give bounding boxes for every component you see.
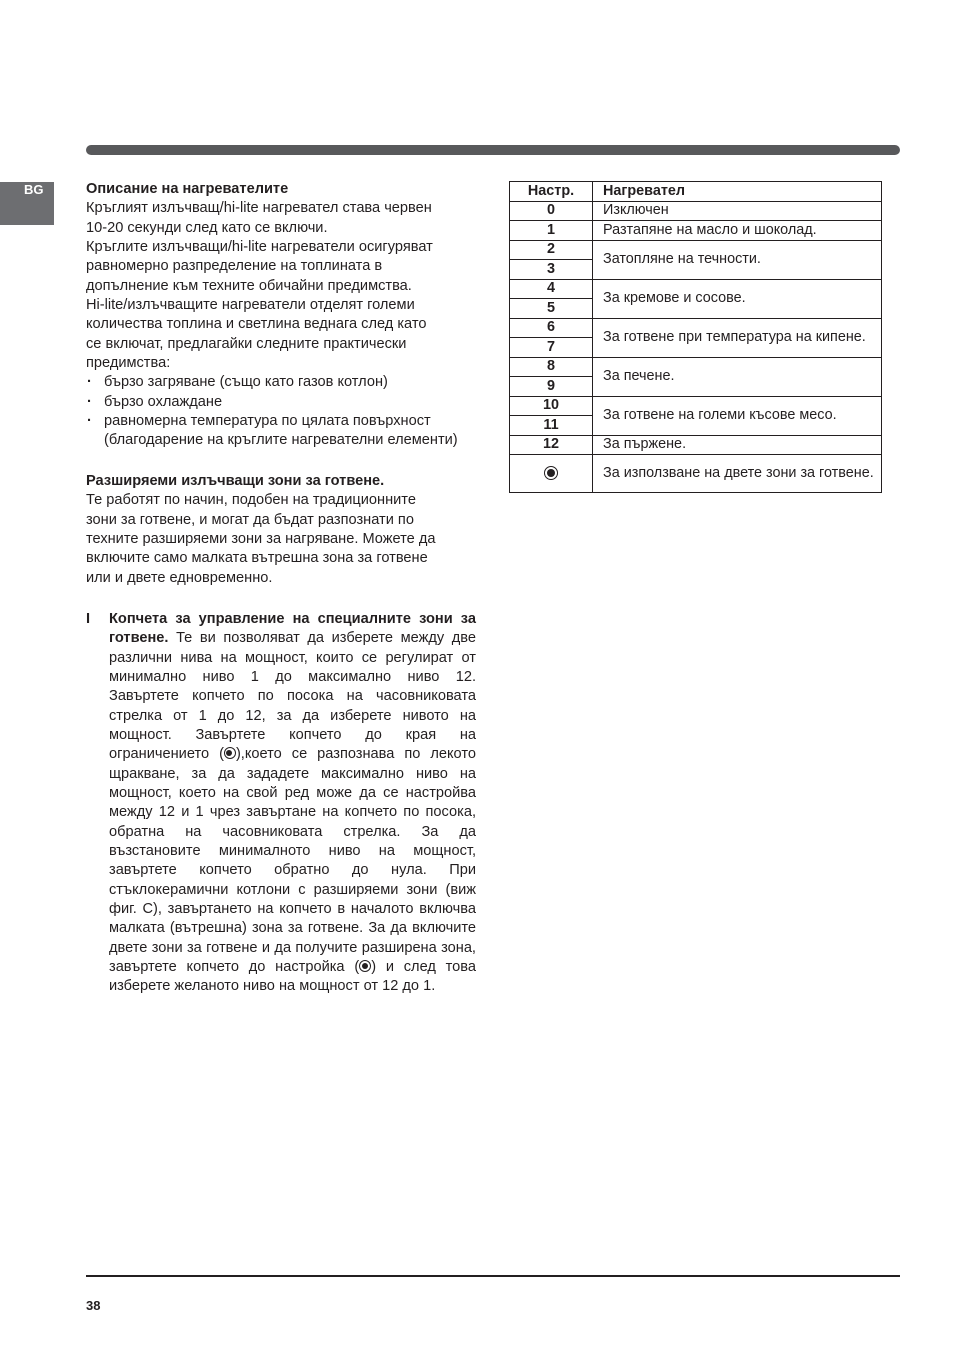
setting-number: 8 <box>510 357 593 377</box>
language-tab <box>0 182 54 225</box>
setting-number: 9 <box>510 377 593 397</box>
table-header-row <box>510 182 882 202</box>
setting-description: Затопляне на течности. <box>593 240 882 279</box>
section-heading-description: Описание на нагревателите <box>86 181 289 197</box>
setting-number: 2 <box>510 240 593 260</box>
text-line: предимства: <box>86 355 171 372</box>
setting-symbol <box>510 455 593 493</box>
list-item: · бързо загряване (също като газов котлон) <box>86 373 476 392</box>
left-column <box>86 180 476 997</box>
settings-table <box>509 181 882 493</box>
dual-zone-icon <box>544 466 558 480</box>
footer-rule <box>86 1275 900 1277</box>
list-item: · равномерна температура по цялата повърхност (благодарение на кръглите нагревателни елементи) <box>86 412 476 451</box>
text-line: се включат, предлагайки следните практически <box>86 335 407 352</box>
page-number: 38 <box>86 1298 101 1313</box>
table-row <box>510 435 882 455</box>
knob-paragraph <box>109 610 476 997</box>
setting-number: 11 <box>510 416 593 436</box>
setting-number: 3 <box>510 260 593 280</box>
setting-description: За печене. <box>593 357 882 396</box>
setting-description: За пържене. <box>593 435 882 455</box>
setting-number: 12 <box>510 435 593 455</box>
table-row <box>510 201 882 221</box>
table-row <box>510 221 882 241</box>
table-row <box>510 455 882 493</box>
text-line: допълнение към техните обичайни предимства. <box>86 277 412 294</box>
text-line: или и двете едновременно. <box>86 569 273 586</box>
table-row <box>510 279 882 299</box>
setting-number: 5 <box>510 299 593 319</box>
text-line: Кръглите излъчващи/hi-lite нагреватели осигуряват <box>86 239 433 256</box>
setting-description: За готвене при температура на кипене. <box>593 318 882 357</box>
text-line: Кръглият излъчващ/hi-lite нагревател става червен <box>86 200 432 217</box>
setting-description: Разтапяне на масло и шоколад. <box>593 221 882 241</box>
setting-description: За готвене на големи късове месо. <box>593 396 882 435</box>
table-row <box>510 357 882 377</box>
table-row <box>510 240 882 260</box>
knob-text-b: ),което се разпознава по лекото щракване, за да зададете максимално ниво на мощност, което на свой ред може да се настройва между 12 и 1 чрез завъртане на копчето по посока, обратна на часовниковата стрелка. За да възстановите минималното ниво на мощност, завъртете копчето обратно до нула. При стъклокерамични котлони с разширяеми зони (виж фиг. C), завъртането на копчето в началото включва малката (вътрешна) зона за готвене. За да включите двете зони за готвене и да получите разширена зона, завъртете копчето до настройка ( <box>109 746 476 976</box>
header-setting: Настр. <box>510 182 593 202</box>
language-label: BG <box>24 182 44 197</box>
knob-text-a: Те ви позволяват да изберете между две различни нива на мощност, които се регулират от минимално ниво 1 до максимално ниво 12. Завъртете копчето по посока на часовниковата стрелка от 1 до 12, за да изберете нивото на мощност. Завъртете копчето до края на ограничението ( <box>109 630 476 763</box>
setting-number: 1 <box>510 221 593 241</box>
advantages-list <box>86 373 476 450</box>
setting-number: 7 <box>510 338 593 358</box>
text-line: равномерно разпределение на топлината в <box>86 258 383 275</box>
setting-number: 4 <box>510 279 593 299</box>
text-line: техните разширяеми зони за нагряване. Можете да <box>86 530 436 547</box>
item-marker: I <box>86 610 91 627</box>
dual-zone-icon <box>359 960 371 972</box>
table-row <box>510 396 882 416</box>
setting-description: Изключен <box>593 201 882 221</box>
knob-text-c: ) и след това изберете желаното ниво на мощност от 12 до 1. <box>109 959 476 995</box>
text-line: 10-20 секунди след като се включи. <box>86 219 328 236</box>
setting-number: 0 <box>510 201 593 221</box>
dual-zone-icon <box>224 747 236 759</box>
section-heading-expandable: Разширяеми излъчващи зони за готвене. <box>86 472 385 489</box>
text-line: количества топлина и светлина веднага след като <box>86 316 427 333</box>
text-line: зони за готвене, и могат да бъдат разпознати по <box>86 511 414 528</box>
text-line: Те работят по начин, подобен на традиционните <box>86 492 416 509</box>
knob-description <box>86 610 476 997</box>
setting-description: За кремове и сосове. <box>593 279 882 318</box>
list-item: · бързо охлаждане <box>86 393 476 412</box>
text-line: включите само малката вътрешна зона за готвене <box>86 550 428 567</box>
header-rule <box>86 145 900 155</box>
setting-description: За използване на двете зони за готвене. <box>593 455 882 493</box>
header-heater: Нагревател <box>593 182 882 202</box>
text-line: Hi-lite/излъчващите нагреватели отделят големи <box>86 297 415 314</box>
setting-number: 6 <box>510 318 593 338</box>
setting-number: 10 <box>510 396 593 416</box>
knob-title: Копчета за управление на специалните зони за готвене. <box>109 610 476 647</box>
table-row <box>510 318 882 338</box>
